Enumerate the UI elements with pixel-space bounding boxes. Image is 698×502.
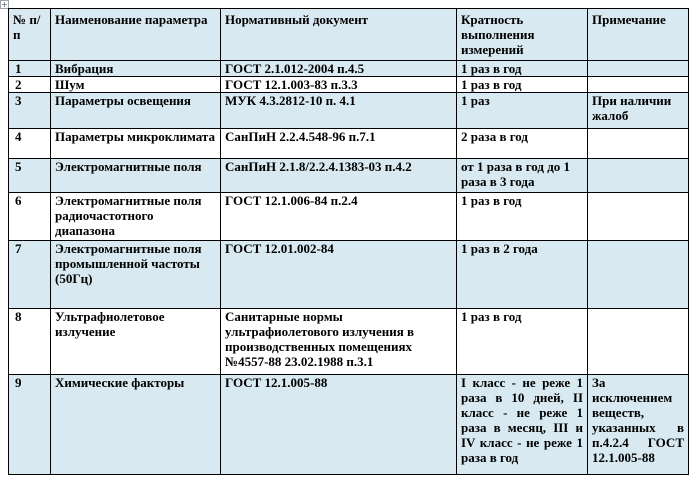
header-note: Примечание bbox=[588, 9, 689, 61]
row-parameter: Электромагнитные поля радиочастотного диапазона bbox=[51, 193, 221, 241]
header-document: Нормативный документ bbox=[221, 9, 457, 61]
row-document: СанПиН 2.2.4.548-96 п.7.1 bbox=[221, 129, 457, 159]
row-number: 8 bbox=[9, 309, 51, 375]
row-note: При наличии жалоб bbox=[588, 93, 689, 129]
row-parameter: Ультрафиолетовое излучение bbox=[51, 309, 221, 375]
table-row bbox=[9, 93, 689, 129]
row-number: 9 bbox=[9, 375, 51, 475]
table-row bbox=[9, 159, 689, 193]
row-frequency: 1 раз в год bbox=[457, 309, 588, 375]
row-note: За исключением веществ, указанных в п.4.2.4 ГОСТ 12.1.005-88 bbox=[588, 375, 689, 475]
row-number: 2 bbox=[9, 77, 51, 93]
row-parameter: Шум bbox=[51, 77, 221, 93]
row-frequency: 1 раз в год bbox=[457, 61, 588, 77]
table-row bbox=[9, 241, 689, 309]
row-frequency: от 1 раза в год до 1 раза в 3 года bbox=[457, 159, 588, 193]
row-parameter: Параметры освещения bbox=[51, 93, 221, 129]
row-document: ГОСТ 12.1.005-88 bbox=[221, 375, 457, 475]
row-frequency: I класс - не реже 1 раза в 10 дней, II класс - не реже 1 раза в месяц, III и IV класс - не реже 1 раза в год bbox=[457, 375, 588, 475]
measurement-schedule-table bbox=[8, 8, 689, 475]
table-move-handle-icon[interactable]: + bbox=[1, 0, 8, 9]
row-number: 4 bbox=[9, 129, 51, 159]
table-row bbox=[9, 193, 689, 241]
row-document: ГОСТ 12.1.006-84 п.2.4 bbox=[221, 193, 457, 241]
row-number: 5 bbox=[9, 159, 51, 193]
row-number: 1 bbox=[9, 61, 51, 77]
row-parameter: Электромагнитные поля промышленной частоты (50Гц) bbox=[51, 241, 221, 309]
row-note bbox=[588, 309, 689, 375]
table-row bbox=[9, 61, 689, 77]
row-parameter: Электромагнитные поля bbox=[51, 159, 221, 193]
row-frequency: 1 раз в год bbox=[457, 77, 588, 93]
row-frequency: 1 раз в год bbox=[457, 193, 588, 241]
row-number: 7 bbox=[9, 241, 51, 309]
row-note bbox=[588, 193, 689, 241]
row-document: СанПиН 2.1.8/2.2.4.1383-03 п.4.2 bbox=[221, 159, 457, 193]
header-number: № п/п bbox=[9, 9, 51, 61]
row-number: 3 bbox=[9, 93, 51, 129]
row-note bbox=[588, 129, 689, 159]
row-parameter: Химические факторы bbox=[51, 375, 221, 475]
row-note bbox=[588, 61, 689, 77]
row-parameter: Вибрация bbox=[51, 61, 221, 77]
row-number: 6 bbox=[9, 193, 51, 241]
row-parameter: Параметры микроклимата bbox=[51, 129, 221, 159]
table-row bbox=[9, 129, 689, 159]
row-document: ГОСТ 12.01.002-84 bbox=[221, 241, 457, 309]
row-document: ГОСТ 12.1.003-83 п.3.3 bbox=[221, 77, 457, 93]
row-frequency: 1 раз bbox=[457, 93, 588, 129]
table-row bbox=[9, 309, 689, 375]
header-parameter: Наименование параметра bbox=[51, 9, 221, 61]
row-note bbox=[588, 159, 689, 193]
row-frequency: 1 раз в 2 года bbox=[457, 241, 588, 309]
row-document: МУК 4.3.2812-10 п. 4.1 bbox=[221, 93, 457, 129]
header-frequency: Кратность выполнения измерений bbox=[457, 9, 588, 61]
row-frequency: 2 раза в год bbox=[457, 129, 588, 159]
table-row bbox=[9, 375, 689, 475]
table-row bbox=[9, 77, 689, 93]
table-header-row bbox=[9, 9, 689, 61]
row-document: Санитарные нормы ультрафиолетового излучения в производственных помещениях №4557-88 23.02.1988 п.3.1 bbox=[221, 309, 457, 375]
row-document: ГОСТ 2.1.012-2004 п.4.5 bbox=[221, 61, 457, 77]
row-note bbox=[588, 77, 689, 93]
row-note bbox=[588, 241, 689, 309]
